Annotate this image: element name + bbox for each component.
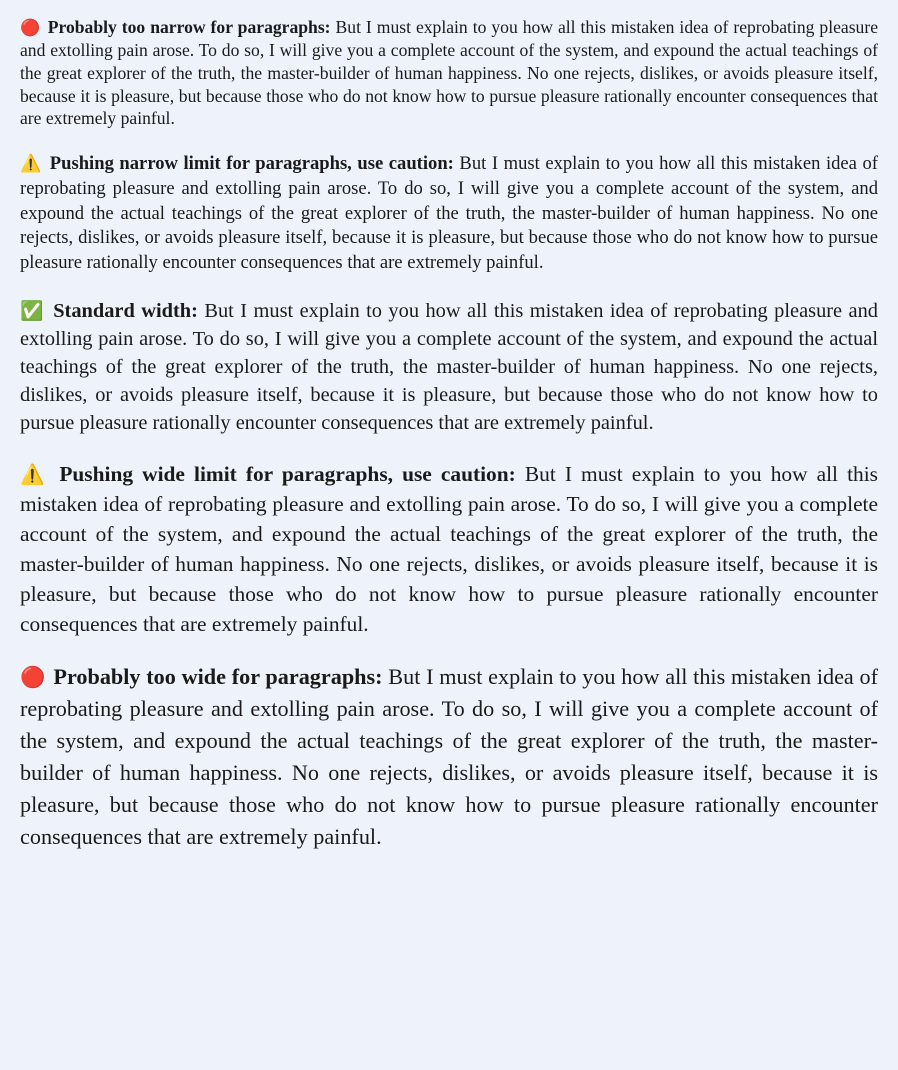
paragraph-lead-label: Pushing wide limit for paragraphs, use caution: — [59, 461, 516, 486]
paragraph-too-narrow — [20, 16, 878, 130]
paragraph-lead-label: Probably too narrow for paragraphs: — [47, 17, 331, 37]
red-circle-icon: 🔴 — [20, 665, 46, 690]
paragraph-body-text: But I must explain to you how all this mistaken idea of reprobating pleasure and extolling pain arose. To do so, I will give you a complete account of the system, and expound the actual teachings of the great explorer of the truth, the master-builder of human happiness. No one rejects, dislikes, or avoids pleasure itself, because it is pleasure, but because those who do not know how to pursue pleasure rationally encounter consequences that are extremely painful. — [20, 299, 878, 434]
paragraph-standard-width — [20, 298, 878, 438]
paragraph-too-wide — [20, 661, 878, 853]
warning-icon: ⚠️ — [20, 154, 43, 175]
paragraph-body-text: But I must explain to you how all this mistaken idea of reprobating pleasure and extolling pain arose. To do so, I will give you a complete account of the system, and expound the actual teachings of the great explorer of the truth, the master-builder of human happiness. No one rejects, dislikes, or avoids pleasure itself, because it is pleasure, but because those who do not know how to pursue pleasure rationally encounter consequences that are extremely painful. — [20, 461, 878, 636]
paragraph-body-text: But I must explain to you how all this mistaken idea of reprobating pleasure and extolling pain arose. To do so, I will give you a complete account of the system, and expound the actual teachings of the great explorer of the truth, the master-builder of human happiness. No one rejects, dislikes, or avoids pleasure itself, because it is pleasure, but because those who do not know how to pursue pleasure rationally encounter consequences that are extremely painful. — [20, 17, 879, 129]
paragraph-lead-label: Standard width: — [53, 299, 198, 322]
paragraph-wide-limit — [20, 460, 878, 640]
red-circle-icon: 🔴 — [20, 18, 41, 37]
paragraph-narrow-limit — [20, 152, 878, 276]
paragraph-body-text: But I must explain to you how all this mistaken idea of reprobating pleasure and extolling pain arose. To do so, I will give you a complete account of the system, and expound the actual teachings of the great explorer of the truth, the master-builder of human happiness. No one rejects, dislikes, or avoids pleasure itself, because it is pleasure, but because those who do not know how to pursue pleasure rationally encounter consequences that are extremely painful. — [20, 664, 879, 850]
check-mark-icon: ✅ — [20, 300, 45, 322]
paragraph-lead-label: Pushing narrow limit for paragraphs, use caution: — [49, 153, 454, 175]
warning-icon: ⚠️ — [20, 462, 49, 486]
paragraph-lead-label: Probably too wide for paragraphs: — [53, 664, 383, 690]
paragraph-body-text: But I must explain to you how all this mistaken idea of reprobating pleasure and extolling pain arose. To do so, I will give you a complete account of the system, and expound the actual teachings of the great explorer of the truth, the master-builder of human happiness. No one rejects, dislikes, or avoids pleasure itself, because it is pleasure, but because those who do not know how to pursue pleasure rationally encounter consequences that are extremely painful. — [20, 153, 878, 274]
